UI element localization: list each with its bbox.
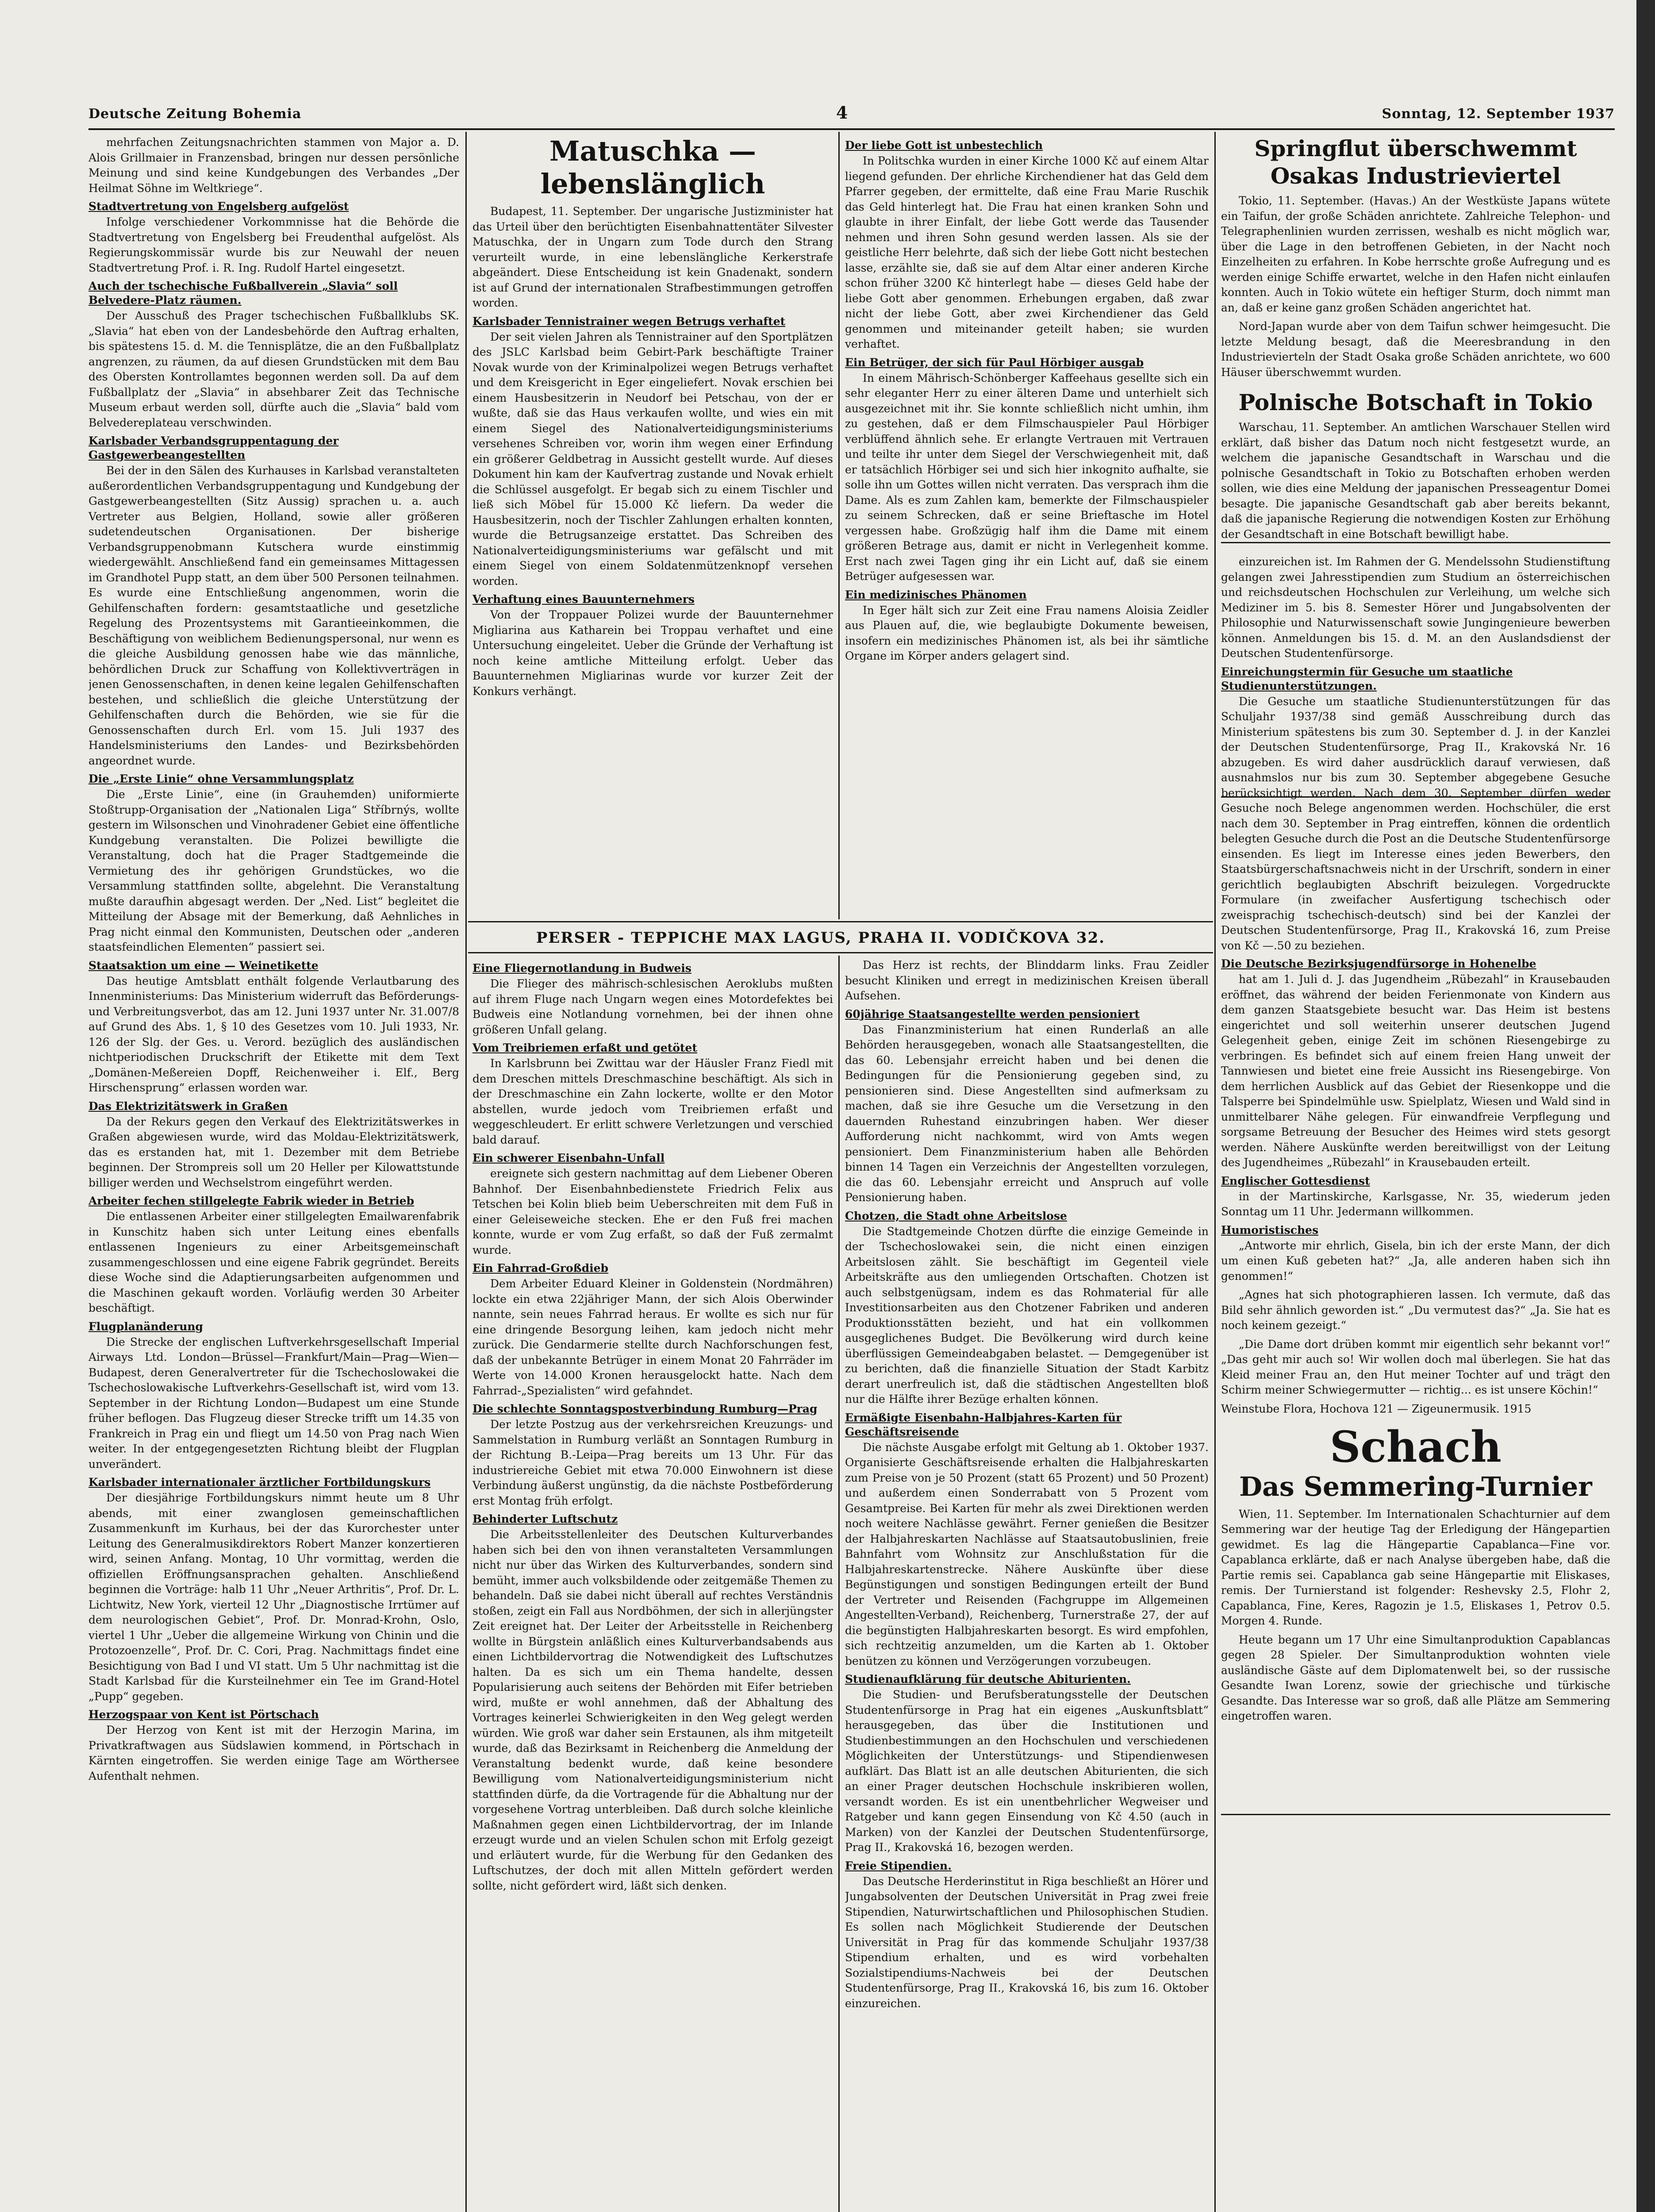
article-text: Bei der in den Sälen des Kurhauses in Karlsbad veranstalteten außerordentlichen Verbandsgruppentagung und Kundgebung der Gastgewerbeangestellten (Sitz Aussig) sprachen u. a. auch Vertreter aus Belgien, Holland, sowie aller größeren sudetendeutschen Organisationen. Der bisherige Verbandsgruppenobmann Kutschera wurde einstimmig wiedergewählt. Anschließend fand ein gemeinsames Mittagessen im Grandhotel Pupp statt, an dem über 500 Personen teilnahmen. Es wurde eine Entschließung angenommen, worin die Gehilfenschaften fordern: gesamtstaatliche und gesetzliche Regelung des Prozentsystems mit Garantieeinkommen, die Beschäftigung von weiblichem Bedienungspersonal, nur wenn es die gleiche Ausbildung genossen habe wie das männliche, behördlichen Druck zur Schaffung von Kollektivverträgen in jenen Genossenschaften, in denen keine legalen Gehilfenschaften bestehen, und schließlich die gleiche Unterstützung der Gehilfenschaften durch die Behörden, wie sie für die Genossenschaften durch Erl. vom 15. Juli 1937 des Handelsministeriums den Landes- und Bezirksbehörden angeordnet wurde. [88, 464, 459, 767]
article-heading: Karlsbader Tennistrainer wegen Betrugs verhaftet [472, 315, 786, 328]
article-heading: Behinderter Luftschutz [472, 1513, 618, 1525]
page-number: 4 [836, 103, 849, 123]
headline-schach: Schach [1329, 1421, 1502, 1472]
article-heading: Chotzen, die Stadt ohne Arbeitslose [845, 1209, 1067, 1222]
article-text: Die entlassenen Arbeiter einer stillgelegten Emailwarenfabrik in Kunschitz haben sich unter Leitung eines ebenfalls entlassenen Ingenieurs zu einer Arbeitsgemeinschaft zusammengeschlossen und eine eigene Fabrik gegründet. Bereits diese Woche sind die Adaptierungsarbeiten aufgenommen und die Maschinen gekauft worden. Vorläufig werden 30 Arbeiter beschäftigt. [88, 1210, 459, 1314]
article-heading: Freie Stipendien. [845, 1859, 952, 1872]
article-text: Budapest, 11. September. Der ungarische Justizminister hat das Urteil über den berüchtigten Eisenbahnattentäter Silvester Matuschka, der in Ungarn zum Tode durch den Strang verurteilt wurde, in eine lebenslängliche Kerkerstrafe abgeändert. Diese Entscheidung ist kein Gnadenakt, sondern ist auf Grund der internationalen Strafbestimmungen getroffen worden. [472, 205, 833, 309]
article-text: In Politschka wurden in einer Kirche 1000 Kč auf einem Altar liegend gefunden. Der ehrliche Kirchendiener hat das Geld dem Pfarrer gegeben, der ermittelte, daß eine Frau Marie Ruschik das Geld hinterlegt hat. Die Frau hat einen kranken Sohn und glaubte in ihrer Einfalt, der liebe Gott werde das Tausender nehmen und ihren Sohn gesund werden lassen. Als sie der geistliche Herr belehrte, daß sich der liebe Gott nicht bestechen lasse, erzählte sie, daß sie auf dem Altar einer anderen Kirche schon früher 3200 Kč hinterlegt habe — dieses Geld habe der liebe Gott aber genommen. Erhebungen ergaben, daß zwar nicht der liebe Gott, aber zwei Kirchendiener das Geld genommen und miteinander geteilt haben; sie wurden verhaftet. [845, 154, 1209, 350]
column-rule-2 [838, 132, 840, 919]
column-2-top [472, 135, 833, 918]
article-heading: Studienaufklärung für deutsche Abiturienten. [845, 1673, 1131, 1686]
headline-polnische-botschaft: Polnische Botschaft in Tokio [1238, 389, 1593, 415]
article-heading: Das Elektrizitätswerk in Graßen [88, 1099, 288, 1113]
article-text: Heute begann um 17 Uhr eine Simultanproduktion Capablancas gegen 28 Spieler. Der Simultanproduktion wohnten viele ausländische Gäste auf dem Diplomatenwelt bei, so der russische Gesandte Iwan Lorenz, sowie der griechische und türkische Gesandte. Das Interesse war so groß, daß alle Plätze am Semmering eingetroffen waren. [1221, 1633, 1610, 1722]
article-text: Die Strecke der englischen Luftverkehrsgesellschaft Imperial Airways Ltd. London—Brüssel—Frankfurt/Main—Prag—Wien—Budapest, deren Generalvertreter für die Tschechoslowakei die Tschechoslowakische Luftverkehrs-Gesellschaft ist, wird vom 13. September in der Richtung London—Budapest um eine Stunde früher beflogen. Das Flugzeug dieser Strecke trifft um 14.35 von Frankreich in Prag ein und fliegt um 14.50 von Prag nach Wien weiter. In der entgegengesetzten Richtung bleibt der Flugplan unverändert. [88, 1335, 459, 1471]
article-text: In einem Mährisch-Schönberger Kaffeehaus gesellte sich ein sehr eleganter Herr zu einer älteren Dame und unterhielt sich ausgezeichnet mit ihr. Sie konnte schließlich nicht umhin, ihm zu gestehen, daß er dem Filmschauspieler Paul Hörbiger verblüffend ähnlich sehe. Er erlangte Vertrauen mit Vertrauen und teilte ihr unter dem Siegel der Verschwiegenheit mit, daß er tatsächlich Hörbiger sei und sich hier inkognito aufhalte, sie solle ihn um Gottes willen nicht verraten. Das versprach ihm die Dame. Als es zum Zahlen kam, bemerkte der Filmschauspieler zu seinem Schrecken, daß er seine Brieftasche im Hotel vergessen habe. Großzügig half ihm die Dame mit einem größeren Betrage aus, damit er nicht in Verlegenheit komme. Erst nach zwei Tagen ging ihr ein Licht auf, daß sie einem Betrüger aufgesessen war. [845, 371, 1209, 583]
article-text: Wien, 11. September. Im Internationalen Schachturnier auf dem Semmering war der heutige Tag der Erledigung der Hängepartien gewidmet. Es lag die Hängepartie Capablanca—Fine vor. Capablanca erklärte, daß er nach Analyse übergeben habe, daß die Partie remis sei. Capablanca gab seine Hängepartie mit Eliskases, remis. Der Turnierstand ist folgender: Reshevsky 2.5, Flohr 2, Capablanca, Fine, Keres, Ragozin je 1.5, Eliskases 1, Petrov 0.5. Morgen 4. Runde. [1221, 1507, 1610, 1627]
article-heading: Auch der tschechische Fußballverein „Slavia“ soll Belvedere-Platz räumen. [88, 280, 398, 307]
article-text: Der Ausschuß des Prager tschechischen Fußballklubs SK. „Slavia“ hat eben von der Landesbehörde den Auftrag erhalten, bis spätestens 15. d. M. die Tennisplätze, die an den Fußballplatz angrenzen, zu räumen, da auf diesen Grundstücken mit dem Bau des Obersten Kontrollamtes begonnen werden soll. Da auf dem Fußballplatz der „Slavia“ in absehbarer Zeit das Technische Museum erbaut werden soll, dürfte auch die „Slavia“ bald vom Belvedereplateau verschwinden. [88, 309, 459, 429]
article-text: Die Arbeitsstellenleiter des Deutschen Kulturverbandes haben sich bei den von ihnen veranstalteten Versammlungen nicht nur über das Wirken des Kulturverbandes, sondern sind bemüht, immer auch volksbildende oder zeitgemäße Themen zu behandeln. Daß sie dabei nicht überall auf rechtes Verständnis stoßen, zeigt ein Fall aus Nordböhmen, der sich in allerjüngster Zeit ereignet hat. Der Leiter der Arbeitsstelle in Reichenberg wollte in Bürgstein anläßlich eines Kulturverbandsabends aus einen Lichtbildervortrag die Notwendigkeit des Luftschutzes halten. Da es sich um ein Thema handelte, dessen Popularisierung auch seitens der Behörden mit Eifer betrieben wird, mußte er wohl annehmen, daß der Abhaltung des Vortrages keinerlei Schwierigkeiten in den Weg gelegt werden würden. Wie groß war daher sein Erstaunen, als ihm mitgeteilt wurde, daß das Bezirksamt in Reichenberg die Anmeldung der Veranstaltung bedenkt wurde, daß keine besondere Bewilligung vom Nationalverteidigungsministerium nicht stattfinden dürfe, da die Vortragende für die Abhaltung nur der vorgesehene Vortrag unterbleiben. Daß durch solche kleinliche Maßnahmen gegen einen Lichtbildervortrag, der im Inlande erzeugt wurde und an vielen Schulen schon mit Erfolg gezeigt und erläutert wurde, für die Werbung für den Gedanken des Luftschutzes, der doch mit allen Mitteln gefördert werden sollte, nicht gefördert wird, läßt sich denken. [472, 1528, 833, 1892]
article-heading: Die schlechte Sonntagspostverbindung Rumburg—Prag [472, 1402, 818, 1415]
issue-date: Sonntag, 12. September 1937 [1382, 106, 1615, 122]
article-heading: Ermäßigte Eisenbahn-Halbjahres-Karten für Geschäftsreisende [845, 1411, 1122, 1438]
article-text: mehrfachen Zeitungsnachrichten stammen von Major a. D. Alois Grillmaier in Franzensbad, bringen nur dessen persönliche Meinung und sind keine Kundgebungen des Verbandes „Der Heilmat Söhne im Weltkriege“. [88, 136, 459, 195]
article-heading: Vom Treibriemen erfaßt und getötet [472, 1041, 698, 1054]
article-heading: Herzogspaar von Kent ist Pörtschach [88, 1708, 319, 1721]
article-heading: Stadtvertretung von Engelsberg aufgelöst [88, 200, 349, 213]
article-heading: Karlsbader Verbandsgruppentagung der Gastgewerbeangestellten [88, 434, 339, 461]
article-heading: Ein Betrüger, der sich für Paul Hörbiger ausgab [845, 356, 1144, 369]
article-text: Der letzte Postzug aus der verkehrsreichen Kreuzungs- und Sammelstation in Rumburg verläßt an Sonntagen Rumburg in der Richtung B.-Leipa—Prag bereits um 13 Uhr. Für das industriereiche Gebiet mit etwa 70.000 Einwohnern ist diese Verbindung äußerst ungünstig, da die nächste Postbeförderung erst Montag früh erfolgt. [472, 1418, 833, 1507]
article-text: einzureichen ist. Im Rahmen der G. Mendelssohn Studienstiftung gelangen zwei Jahresstipendien zum Studium an österreichischen und reichsdeutschen Hochschulen zur Verleihung, um welche sich Mediziner im 5. bis 8. Semester Hörer und Jungabsolventen der Philosophie und Naturwissenschaft sowie Jungingenieure bewerben können. Anmeldungen bis 15. d. M. an den Auslandsdienst der Deutschen Studentenfürsorge. [1221, 555, 1610, 660]
article-heading: Verhaftung eines Bauunternehmers [472, 593, 695, 606]
article-heading: Englischer Gottesdienst [1221, 1174, 1370, 1187]
column-rule-3 [1214, 132, 1216, 2212]
article-text: Der Herzog von Kent ist mit der Herzogin Marina, im Privatkraftwagen aus Südslawien kommend, in Pörtschach in Kärnten eingetroffen. Sie werden einige Tage am Wörthersee Aufenthalt nehmen. [88, 1724, 459, 1782]
page-header [88, 98, 1615, 125]
carpet-advertisement: PERSER - TEPPICHE MAX LAGUS, PRAHA II. VODIČKOVA 32. [536, 929, 1106, 947]
article-text: In Eger hält sich zur Zeit eine Frau namens Aloisia Zeidler aus Plauen auf, die, wie beglaubigte Dokumente beweisen, insofern ein medizinisches Phänomen ist, als bei ihr sämtliche Organe im Körper anders gelagert sind. [845, 603, 1209, 662]
article-heading: Staatsaktion um eine — Weinetikette [88, 959, 319, 972]
header-rule [88, 128, 1615, 130]
advert-weinstube: Weinstube Flora, Hochova 121 — Zigeunermusik. 1915 [1221, 1402, 1532, 1415]
article-text: Die Flieger des mährisch-schlesischen Aeroklubs mußten auf ihrem Fluge nach Ungarn wegen eines Motordefektes bei Budweis eine Notlandung vornehmen, bei der ihnen ohne größeren Unfall gelang. [472, 977, 833, 1036]
article-text: Der diesjährige Fortbildungskurs nimmt heute um 8 Uhr abends, mit einer zwanglosen gemeinschaftlichen Zusammenkunft im Kurhaus, bei der das Kurorchester unter Leitung des Generalmusikdirektors Robert Manzer konzertieren wird, seinen Anfang. Montag, 10 Uhr vormittag, werden die offiziellen Eröffnungsansprachen gehalten. Anschließend beginnen die Vorträge: halb 11 Uhr „Neuer Arthritis“, Prof. Dr. L. Lichtwitz, New York, vierteil 12 Uhr „Diagnostische Irrtümer auf dem neurologischen Gebiet“, Prof. Dr. Monrad-Krohn, Oslo, viertel 1 Uhr „Ueber die allgemeine Wirkung von Chinin und die Protozoenzelle“, Prof. Dr. C. Cori, Prag. Nachmittags findet eine Besichtigung von Bad I und VI statt. Um 5 Uhr nachmittag ist die Stadt Karlsbad für die Kursteilnehmer ein Tee im Grand-Hotel „Pupp“ gegeben. [88, 1491, 459, 1703]
column-3-bottom [845, 958, 1209, 2212]
article-text: Nord-Japan wurde aber von dem Taifun schwer heimgesucht. Die letzte Meldung besagt, daß die Meeresbrandung in den Industrievierteln der Stadt Osaka große Schäden anrichtete, wo 600 Häuser überschwemmt wurden. [1221, 320, 1610, 379]
article-heading: Die „Erste Linie“ ohne Versammlungsplatz [88, 772, 354, 785]
article-text: Die nächste Ausgabe erfolgt mit Geltung ab 1. Oktober 1937. Organisierte Geschäftsreisende erhalten die Halbjahreskarten zum Preise von je 50 Prozent (statt 65 Prozent) und 50 Prozent) und außerdem einen Sonderrabatt von 5 Prozent vom Gesamtpreise. Bei Karten für mehr als zwei Direktionen werden noch weitere Nachlässe gewährt. Ferner genießen die Besitzer der Halbjahreskarten Nachlässe auf Staatsautobuslinien, freie Bahnfahrt vom Wohnsitz zur Anschlußstation für die Halbjahreskartenstrecke. Nähere Auskünfte über diese Begünstigungen und sonstigen Bedingungen erteilt der Bund der Vertreter und Reisenden (Fachgruppe im Allgemeinen Angestellten-Verband), Reichenberg, Turnerstraße 27, der auf die begünstigten Halbjahreskarten besorgt. Es wird empfohlen, sich rechtzeitig anzumelden, um die Karten ab 1. Oktober benützen zu können und Verzögerungen vorzubeugen. [845, 1440, 1209, 1667]
article-heading: Ein schwerer Eisenbahn-Unfall [472, 1152, 665, 1164]
article-heading: Ein Fahrrad-Großdieb [472, 1262, 609, 1275]
article-heading: Einreichungstermin für Gesuche um staatliche Studienunterstützungen. [1221, 665, 1513, 692]
article-text: In Karlsbrunn bei Zwittau war der Häusler Franz Fiedl mit dem Dreschen mittels Dreschmaschine beschäftigt. Als sich in der Dreschmaschine ein Zahn lockerte, wollte er den Motor abstellen, wurde jedoch vom Treibriemen erfaßt und weggeschleudert. Er erlitt schwere Verletzungen und verschied bald darauf. [472, 1057, 833, 1146]
masthead: Deutsche Zeitung Bohemia [88, 106, 302, 122]
article-text: hat am 1. Juli d. J. das Jugendheim „Rübezahl“ in Krausebauden eröffnet, das während der beiden Ferienmonate von Kindern aus dem ganzen Staatsgebiete besucht war. Das Heim ist bestens eingerichtet und soll weiterhin unserer deutschen Jugend Gelegenheit geben, einige Zeit im schönen Riesengebirge zu verbringen. Es befindet sich auf einem freien Hang unweit der Tannwiesen und bietet eine freie Aussicht ins Riesengebirge. Von dem herrlichen Ausblick auf das Gebiet der Riesenkoppe und die Talsperre bei Spindelmühle usw. Spielplatz, Wiesen und Wald sind in unmittelbarer Nähe gelegen. Für einwandfreie Verpflegung und sorgsame Betreuung der Besucher des Heimes wird stets gesorgt werden. Nähere Auskünfte werden bereitwilligst von der Leitung des Jugendheimes „Rübezahl“ in Krausebauden erteilt. [1221, 973, 1610, 1169]
article-heading: Arbeiter fechen stillgelegte Fabrik wieder in Betrieb [88, 1194, 415, 1207]
article-text: Dem Arbeiter Eduard Kleiner in Goldenstein (Nordmähren) lockte ein etwa 22jähriger Mann, der sich Alois Oberwinder nannte, sein neues Fahrrad heraus. Er wollte es sich nur für eine dringende Besorgung leihen, kam jedoch nicht mehr zurück. Die Gendarmerie stellte durch Nachforschungen fest, daß der unbekannte Betrüger in einem Monat 20 Fahrräder im Werte von 14.000 Kronen herausgelockt hatte. Nach dem Fahrrad-„Spezialisten“ wird gefahndet. [472, 1277, 833, 1397]
column-rule-2b [838, 956, 840, 2212]
column-2-bottom [472, 958, 833, 2212]
headline-springflut: Springflut überschwemmt Osakas Industrieviertel [1254, 135, 1577, 189]
article-text: „Agnes hat sich photographieren lassen. Ich vermute, daß das Bild sehr ähnlich geworden ist.“ „Du vermutest das?“ „Ja. Sie hat es noch keinem gezeigt.“ [1221, 1288, 1610, 1332]
advert-rule-top [468, 921, 1213, 922]
article-text: Da der Rekurs gegen den Verkauf des Elektrizitätswerkes in Graßen abgewiesen wurde, wird das Moldau-Elektrizitätswerk, das es erstanden hat, mit 1. Dezember mit dem Betriebe beginnen. Der Strompreis soll um 20 Heller per Kilowattstunde billiger werden und Wechselstrom eingeführt werden. [88, 1115, 459, 1189]
scan-edge [1636, 0, 1655, 2212]
article-text: Tokio, 11. September. (Havas.) An der Westküste Japans wütete ein Taifun, der große Schäden anrichtete. Zahlreiche Telephon- und Telegraphenlinien wurden zerrissen, weshalb es nicht möglich war, über die Lage in den betroffenen Gebieten, in der Nacht noch Einzelheiten zu erfahren. In Kobe herrschte große Aufregung und es werden einige Schiffe erwartet, welche in den Hafen nicht einlaufen konnten. Auch in Tokio wütete ein heftiger Sturm, doch nimmt man an, daß er keine ganz großen Schäden angerichtet hat. [1221, 194, 1610, 314]
article-text: Die Stadtgemeinde Chotzen dürfte die einzige Gemeinde in der Tschechoslowakei sein, die nicht einen einzigen Arbeitslosen zählt. Sie beschäftigt im Gegenteil viele Arbeitskräfte aus den umliegenden Ortschaften. Chotzen ist auch selbstgenügsam, indem es das Rohmaterial für alle Investitionsarbeiten aus den Chotzener Fabriken und anderen Produktionsstätten bezieht, und hat ein vollkommen ausgeglichenes Budget. Die Bevölkerung wird durch keine überflüssigen Gemeindeabgaben belastet. — Demgegenüber ist zu berichten, daß die finanzielle Situation der Stadt Karbitz derart unerfreulich ist, daß die städtischen Angestellten bloß nur die Hälfte ihrer Bezüge erhalten können. [845, 1225, 1209, 1406]
article-text: Warschau, 11. September. An amtlichen Warschauer Stellen wird erklärt, daß bisher das Datum noch nicht festgesetzt wurde, an welchem die japanische Gesandtschaft in Warschau und die polnische Gesandtschaft in Tokio zu Botschaften erhoben werden sollen, wie dies eine Meldung der japanischen Presseagentur Domei besagte. Die japanische Gesandtschaft gab aber bereits bekannt, daß die japanische Regierung die notwendigen Kosten zur Erhöhung der Gesandtschaft in eine Botschaft bewilligt habe. [1221, 421, 1610, 541]
article-heading: Ein medizinisches Phänomen [845, 588, 1027, 601]
article-text: „Antworte mir ehrlich, Gisela, bin ich der erste Mann, der dich um einen Kuß gebeten hat?“ „Ja, alle anderen haben sich ihn genommen!“ [1221, 1239, 1610, 1283]
article-heading: Karlsbader internationaler ärztlicher Fortbildungskurs [88, 1476, 431, 1489]
article-text: in der Martinskirche, Karlsgasse, Nr. 35, wiederum jeden Sonntag um 11 Uhr. Jedermann willkommen. [1221, 1190, 1610, 1218]
column-3-top [845, 135, 1209, 918]
headline-semmering: Das Semmering-Turnier [1239, 1471, 1592, 1502]
column-1 [88, 135, 459, 2212]
article-heading: 60jährige Staatsangestellte werden pensioniert [845, 1007, 1140, 1021]
article-heading: Eine Fliegernotlandung in Budweis [472, 962, 691, 975]
article-text: Infolge verschiedener Vorkommnisse hat die Behörde die Stadtvertretung von Engelsberg bei Freudenthal aufgelöst. Als Regierungskommissär wurde bis zur Neuwahl der neuen Stadtvertretung Prof. i. R. Ing. Rudolf Hartel eingesetzt. [88, 215, 459, 274]
article-text: Der seit vielen Jahren als Tennistrainer auf den Sportplätzen des JSLC Karlsbad beim Gebirt-Park beschäftigte Trainer Novak wurde von der Kriminalpolizei wegen Betrugs verhaftet und dem Kreisgericht in Eger eingeliefert. Novak erschien bei einem Hausbesitzerin in Neudorf bei Petschau, von der er wußte, daß sie das Haus verkaufen wollte, und wies ein mit einem Siegel des Nationalverteidigungsministeriums versehenes Schreiben vor, worin ihm wegen einer Erfindung ein größerer Geldbetrag in Aussicht gestellt wurde. Auf dieses Dokument hin kam der Kaufvertrag zustande und Novak erhielt die Schlüssel ausgefolgt. Er begab sich zu einem Tischler und ließ sich Möbel für 15.000 Kč liefern. Da weder die Hausbesitzerin, noch der Tischler Zahlungen erhalten konnten, wurde die Betrugsanzeige erstattet. Das Schreiben des Nationalverteidigungsministeriums war gefälscht und mit einem Siegel von einem Soldatenmützenknopf versehen worden. [472, 330, 833, 588]
article-text: Die „Erste Linie“, eine (in Grauhemden) uniformierte Stoßtrupp-Organisation der „Nationalen Liga“ Stříbrnýs, wollte gestern im Wilsonschen und Vinohradener Gebiet eine öffentliche Kundgebung veranstalten. Die Polizei bewilligte die Veranstaltung, doch hat die Prager Stadtgemeinde die Vermietung des ihr gehörigen Grundstückes, wo die Versammlung stattfinden sollte, abgelehnt. Die Veranstaltung mußte daraufhin abgesagt werden. Der „Ned. List“ begleitet die Mitteilung der Absage mit der Bemerkung, daß Aehnliches in Prag nicht einmal den Kommunisten, Deutschen oder „anderen staatsfeindlichen Elementen“ passiert sei. [88, 788, 459, 953]
article-text: ereignete sich gestern nachmittag auf dem Liebener Oberen Bahnhof. Der Eisenbahnbedienstete Friedrich Felix aus Tetschen bei Kolin blieb beim Ueberschreiten mit dem Fuß in einer Geleiseweiche stecken. Ehe er den Fuß frei machen konnte, wurde er vom Zug erfaßt, so daß der Fuß zermalmt wurde. [472, 1167, 833, 1256]
article-heading: Die Deutsche Bezirksjugendfürsorge in Hohenelbe [1221, 957, 1536, 970]
article-text: Die Studien- und Berufsberatungsstelle der Deutschen Studentenfürsorge in Prag hat ein eigenes „Auskunftsblatt“ herausgegeben, das über die Institutionen und Studienbestimmungen an den Hochschulen und verschiedenen Möglichkeiten der Unterstützungs- und Stipendienwesen aufklärt. Das Blatt ist an alle deutschen Abiturienten, die sich an einer Prager deutschen Hochschule inskribieren wollen, versandt worden. Es ist ein unentbehrlicher Wegweiser und Ratgeber und kann gegen Einsendung von Kč 4.50 (auch in Marken) von der Kanzlei der Deutschen Studentenfürsorge, Prag II., Krakovská 16, bezogen werden. [845, 1688, 1209, 1854]
article-text: „Die Dame dort drüben kommt mir eigentlich sehr bekannt vor!“ „Das geht mir auch so! Wir wollen doch mal überlegen. Sie hat das Kleid meiner Frau an, den Hut meiner Tochter auf und trägt den Schirm meiner Schwiegermutter — richtig... es ist unsere Köchin!“ [1221, 1337, 1610, 1396]
headline-matuschka: Matuschka — lebenslänglich [540, 135, 765, 200]
article-heading: Der liebe Gott ist unbestechlich [845, 139, 1043, 152]
article-text: Das Deutsche Herderinstitut in Riga beschließt an Hörer und Jungabsolventen der Deutschen Universität in Prag zwei freie Stipendien, Naturwirtschaftlichen und Philosophischen Studien. Es sollen nach Möglichkeit Studierende der Deutschen Universität in Prag für das kommende Schuljahr 1937/38 Stipendium erhalten, und es wird vorbehalten Sozialstipendiums-Nachweis bei der Deutschen Studentenfürsorge, Prag II., Krakovská 16, bis zum 16. Oktober einzureichen. [845, 1874, 1209, 2010]
article-heading: Humoristisches [1221, 1223, 1319, 1237]
advert-rule-bottom [468, 952, 1213, 953]
article-text: Von der Troppauer Polizei wurde der Bauunternehmer Migliarina aus Katharein bei Troppau verhaftet und eine Untersuchung eingeleitet. Ueber die Gründe der Verhaftung ist noch keine amtliche Mitteilung erfolgt. Ueber das Bauunternehmen Migliarinas wurde vor kurzer Zeit der Konkurs verhängt. [472, 608, 833, 698]
article-heading: Flugplanänderung [88, 1320, 204, 1333]
article-text: Das Herz ist rechts, der Blinddarm links. Frau Zeidler besucht Kliniken und erregt in medizinischen Kreisen überall Aufsehen. [845, 959, 1209, 1002]
article-text: Das Finanzministerium hat einen Runderlaß an alle Behörden herausgegeben, wonach alle Staatsangestellten, die das 60. Lebensjahr erreicht haben und bei denen die Bedingungen für die Pensionierung gegeben sind, zu pensionieren sind. Diese Angestellten sind aufmerksam zu machen, daß sie ihre Gesuche um die Versetzung in den dauernden Ruhestand einzubringen haben. Wer dieser Aufforderung nicht nachkommt, wird von Amts wegen pensioniert. Dem Finanzministerium haben alle Behörden binnen 14 Tagen ein Verzeichnis der Angestellten vorzulegen, die das 60. Lebensjahr erreicht und Anspruch auf volle Pensionierung haben. [845, 1023, 1209, 1204]
column-rule-1 [465, 132, 467, 2212]
article-text: Die Gesuche um staatliche Studienunterstützungen für das Schuljahr 1937/38 sind gemäß Ausschreibung durch das Ministerium spätestens bis zum 30. September d. J. in der Kanzlei der Deutschen Studentenfürsorge, Prag II., Krakovská Nr. 16 abzugeben. Es wird daher ausdrücklich darauf verwiesen, daß ausnahmslos nur bis zum 30. September abgegebene Gesuche berücksichtigt werden. Nach dem 30. September dürfen weder Gesuche noch Belege angenommen werden. Hochschüler, die erst nach dem 30. September in Prag eintreffen, können die ordentlich belegten Gesuche durch die Post an die Deutsche Studentenfürsorge einsenden. Es liegt im Interesse eines jeden Bewerbers, den Staatsbürgerschaftsnachweis nicht in der Urschrift, sondern in einer gerichtlich beglaubigten Abschrift beizulegen. Vorgedruckte Formulare (in zweifacher Ausfertigung tschechisch oder zweisprachig tschechisch-deutsch) sind bei der Kanzlei der Deutschen Studentenfürsorge, Prag II., Krakovská 16, zum Preise von Kč —.50 zu beziehen. [1221, 695, 1610, 952]
article-text: Das heutige Amtsblatt enthält folgende Verlautbarung des Innenministeriums: Das Ministerium widerruft das Beförderungs- und Verbreitungsverbot, das am 12. Juni 1937 unter Nr. 31.007/8 auf Grund des Abs. 1, § 10 des Gesetzes vom 10. Juli 1933, Nr. 126 der Slg. der Ges. u. Verord. bezüglich des ausländischen nichtperiodischen Druckschrift der Etikette mit dem Text „Domänen-Meßereien Dopff, Reichenweiher i. Elf., Berg Hirschensprung“ erlassen worden war. [88, 974, 459, 1094]
column-4 [1221, 135, 1610, 2212]
